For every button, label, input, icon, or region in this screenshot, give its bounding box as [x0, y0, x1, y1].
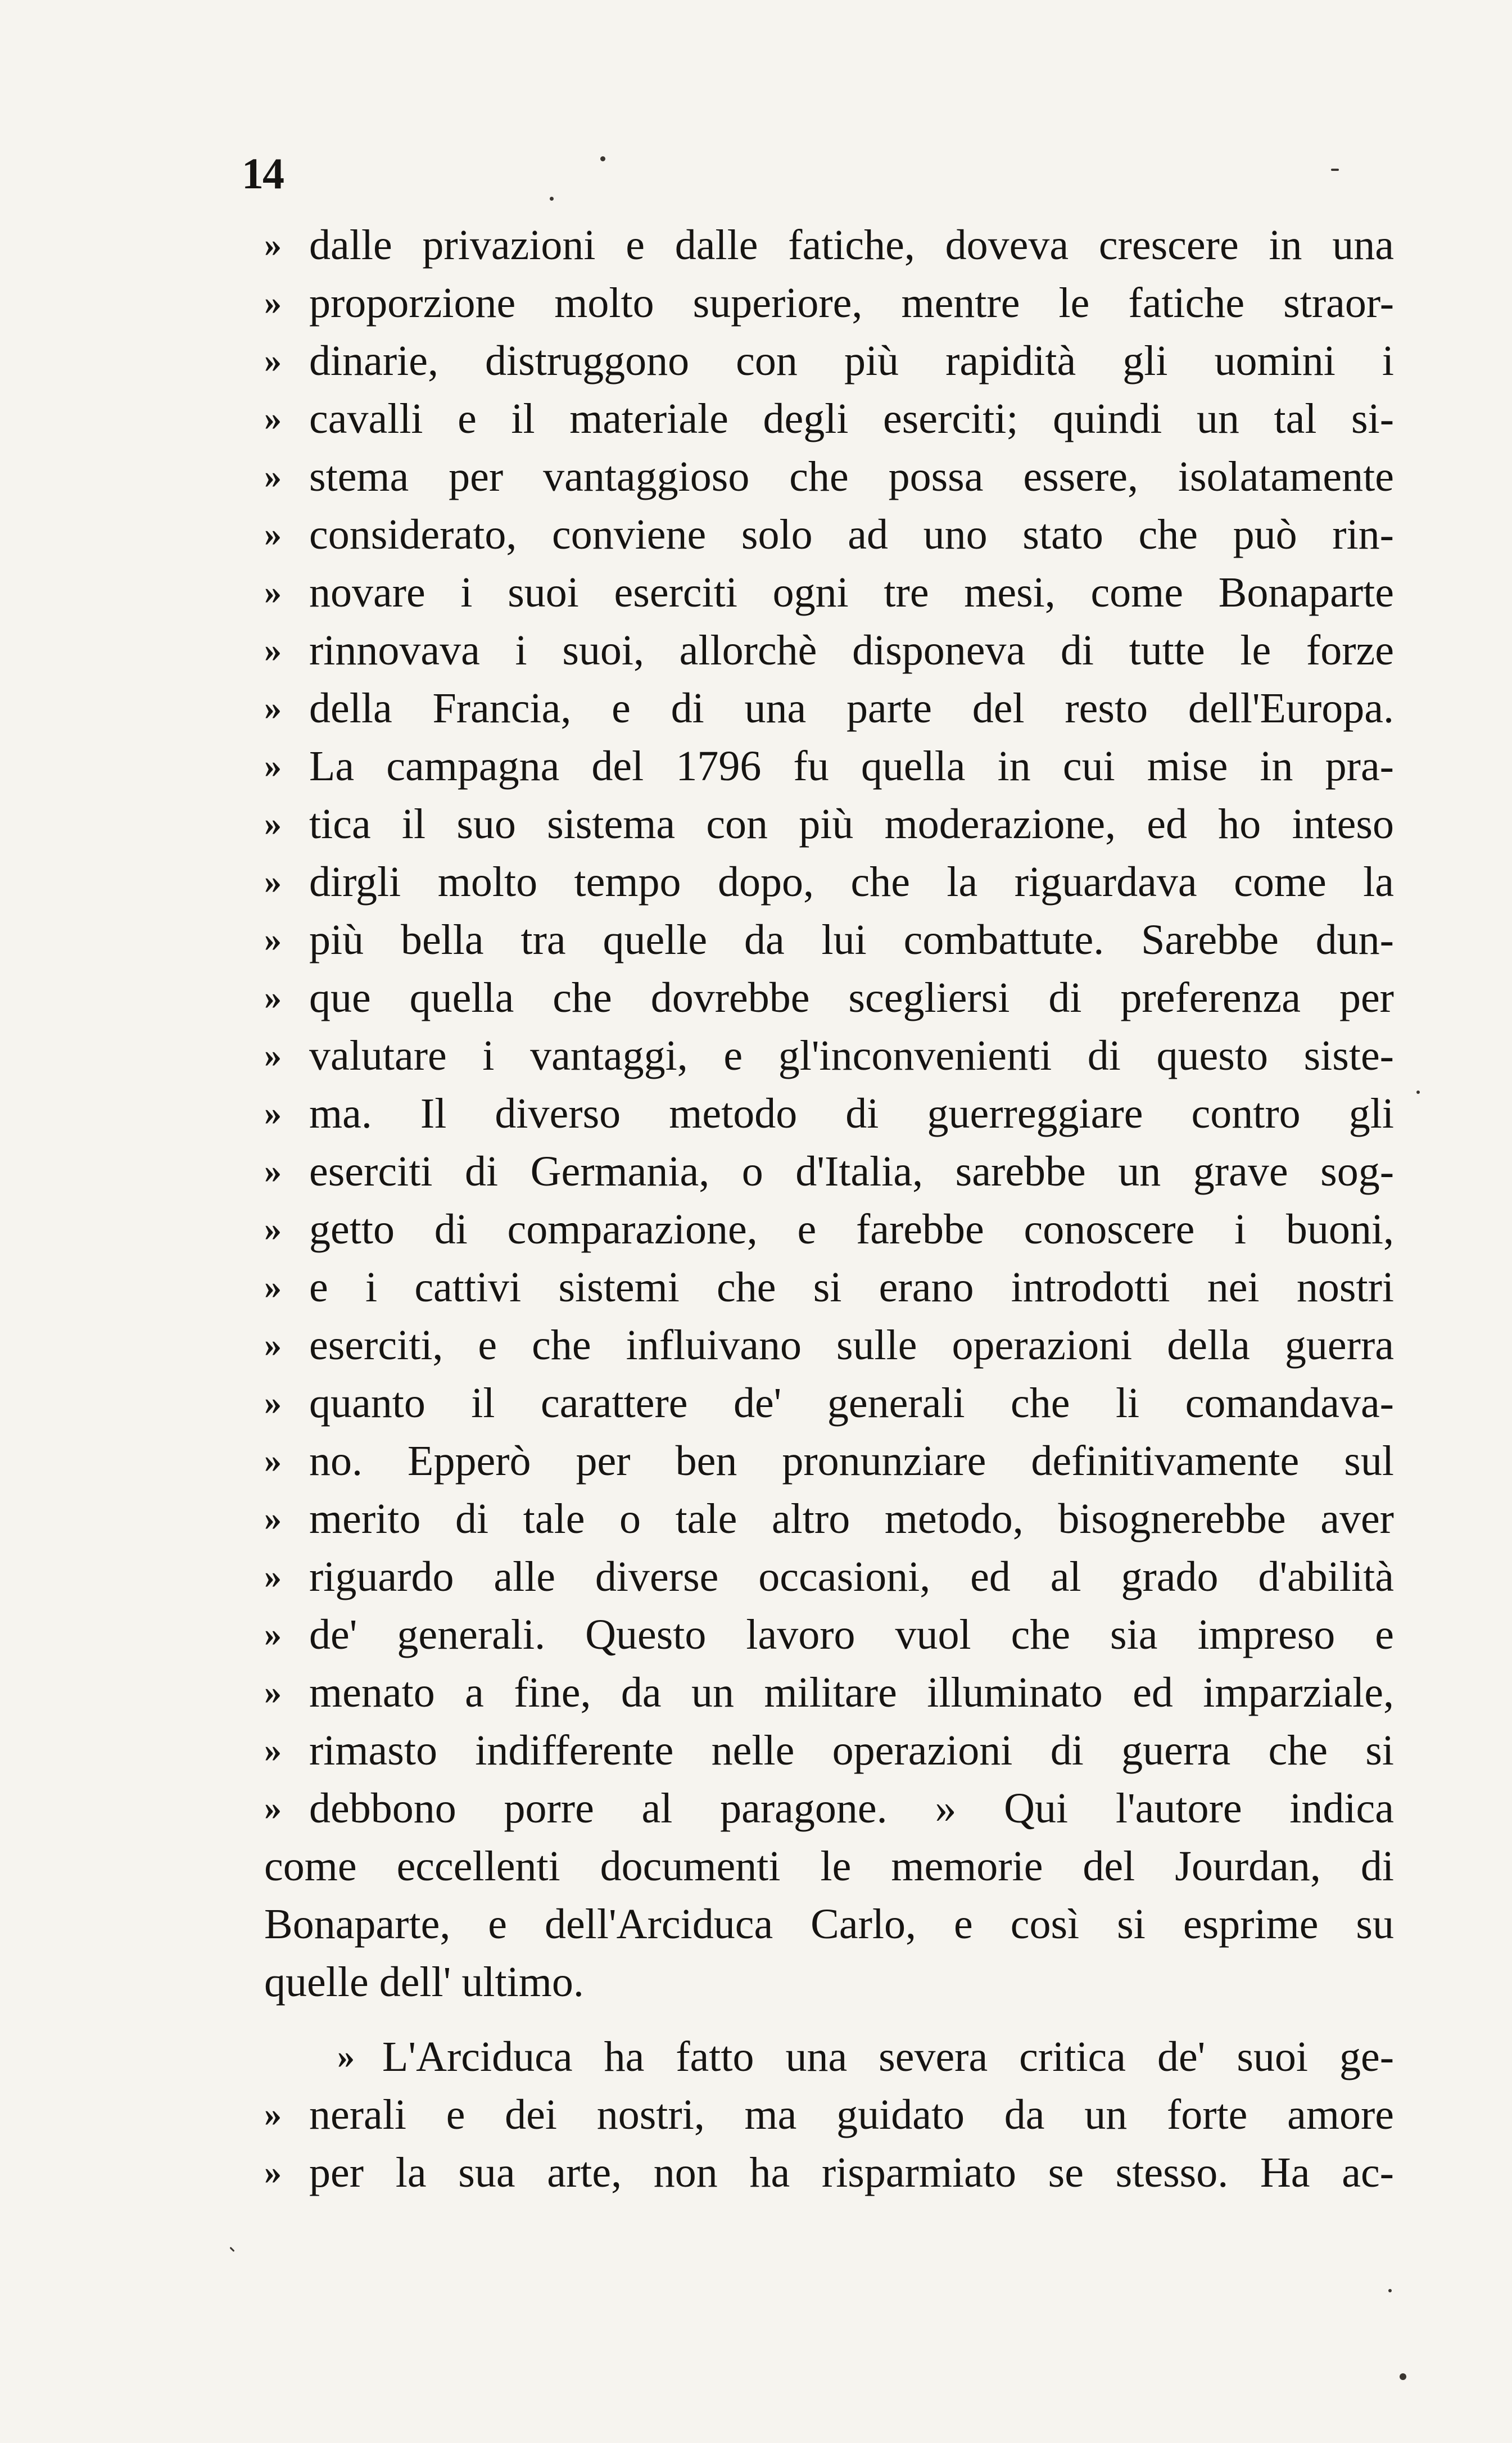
quote-mark: » — [337, 2038, 355, 2076]
quote-mark: » — [264, 1326, 282, 1364]
line-text: rimasto indifferente nelle operazioni di guerra che si — [309, 1727, 1394, 1774]
line-text: dirgli molto tempo dopo, che la riguardava come la — [309, 858, 1394, 906]
text-line — [264, 332, 1394, 390]
text-line — [264, 390, 1394, 448]
line-text: dinarie, distruggono con più rapidità gli uomini i — [309, 337, 1394, 384]
line-text: no. Epperò per ben pronunziare definitivamente sul — [309, 1437, 1394, 1485]
line-text: tica il suo sistema con più moderazione, ed ho inteso — [309, 800, 1394, 848]
quote-mark: » — [264, 226, 282, 264]
quote-mark: » — [264, 1731, 282, 1770]
text-line — [264, 738, 1394, 795]
line-text: nerali e dei nostri, ma guidato da un forte amore — [309, 2091, 1394, 2138]
quote-mark: » — [264, 2096, 282, 2134]
quote-mark: » — [264, 1152, 282, 1191]
text-line — [264, 274, 1394, 332]
quote-mark: » — [264, 515, 282, 554]
text-line — [264, 1548, 1394, 1606]
quote-mark: » — [264, 805, 282, 843]
quote-mark: » — [264, 1673, 282, 1712]
line-text: della Francia, e di una parte del resto dell'Europa. — [309, 685, 1394, 732]
quote-mark: » — [264, 979, 282, 1017]
quote-mark: » — [264, 458, 282, 496]
line-text: getto di comparazione, e farebbe conoscere i buoni, — [309, 1206, 1394, 1253]
scan-speck — [600, 156, 605, 161]
quote-mark: » — [264, 1210, 282, 1248]
line-text: ma. Il diverso metodo di guerreggiare contro gli — [309, 1090, 1394, 1137]
line-text: menato a fine, da un militare illuminato ed imparziale, — [309, 1669, 1394, 1716]
text-line — [264, 680, 1394, 738]
line-text: per la sua arte, non ha risparmiato se stesso. Ha ac- — [309, 2149, 1394, 2196]
line-text: eserciti, e che influivano sulle operazioni della guerra — [309, 1322, 1394, 1369]
quote-mark: » — [264, 747, 282, 785]
quote-mark: » — [264, 1500, 282, 1538]
line-text: considerato, conviene solo ad uno stato che può rin- — [309, 511, 1394, 558]
quote-mark: » — [264, 863, 282, 901]
text-line — [264, 448, 1394, 506]
text-line — [264, 1953, 1394, 2011]
line-text: valutare i vantaggi, e gl'inconvenienti di questo siste- — [309, 1032, 1394, 1079]
quote-mark: » — [264, 342, 282, 380]
line-text: debbono porre al paragone. » Qui l'autore indica — [309, 1785, 1394, 1832]
text-line — [264, 216, 1394, 274]
text-line — [264, 1838, 1394, 1895]
quote-mark: » — [264, 1268, 282, 1306]
line-text: que quella che dovrebbe scegliersi di preferenza per — [309, 974, 1394, 1021]
quote-mark: » — [264, 1616, 282, 1654]
line-text: cavalli e il materiale degli eserciti; quindi un tal si- — [309, 395, 1394, 442]
text-line — [264, 911, 1394, 969]
text-line — [264, 1143, 1394, 1201]
quote-mark: » — [264, 631, 282, 669]
line-text: eserciti di Germania, o d'Italia, sarebbe un grave sog- — [309, 1148, 1394, 1195]
line-text: merito di tale o tale altro metodo, bisognerebbe aver — [309, 1495, 1394, 1542]
line-text: proporzione molto superiore, mentre le fatiche straor- — [309, 279, 1394, 327]
scan-speck — [1416, 1091, 1420, 1094]
text-line — [264, 1027, 1394, 1085]
line-text: novare i suoi eserciti ogni tre mesi, come Bonaparte — [309, 569, 1394, 616]
line-text: L'Arciduca ha fatto una severa critica de' suoi ge- — [382, 2033, 1394, 2080]
line-text: stema per vantaggioso che possa essere, isolatamente — [309, 453, 1394, 500]
page-number: 14 — [242, 149, 283, 198]
scan-speck — [1331, 169, 1339, 171]
quote-mark: » — [264, 1037, 282, 1075]
line-text: come eccellenti documenti le memorie del Jourdan, di — [264, 1843, 1394, 1890]
text-line — [264, 1606, 1394, 1664]
quote-mark: » — [264, 689, 282, 727]
line-text: de' generali. Questo lavoro vuol che sia impreso e — [309, 1611, 1394, 1658]
quote-mark: » — [264, 1384, 282, 1422]
quote-mark: » — [264, 1558, 282, 1596]
quote-mark: » — [264, 284, 282, 322]
scan-speck — [1400, 2373, 1406, 2380]
text-line — [264, 622, 1394, 680]
line-text: più bella tra quelle da lui combattute. Sarebbe dun- — [309, 916, 1394, 963]
text-line — [264, 1201, 1394, 1259]
text-line — [264, 1085, 1394, 1143]
line-text: La campagna del 1796 fu quella in cui mise in pra- — [309, 743, 1394, 790]
text-line — [264, 795, 1394, 853]
quote-mark: » — [264, 1094, 282, 1133]
text-line — [264, 506, 1394, 564]
text-line — [264, 969, 1394, 1027]
text-line — [264, 1374, 1394, 1432]
quote-mark: » — [264, 573, 282, 612]
line-text: dalle privazioni e dalle fatiche, doveva crescere in una — [309, 221, 1394, 269]
text-line — [264, 853, 1394, 911]
body-text — [264, 216, 1394, 2202]
scan-speck — [229, 2247, 234, 2252]
text-line — [264, 1432, 1394, 1490]
quote-mark: » — [264, 1789, 282, 1827]
text-line — [264, 1316, 1394, 1374]
line-text: riguardo alle diverse occasioni, ed al grado d'abilità — [309, 1553, 1394, 1600]
line-text: e i cattivi sistemi che si erano introdotti nei nostri — [309, 1264, 1394, 1311]
text-line — [264, 1490, 1394, 1548]
text-line — [264, 2086, 1394, 2144]
quote-mark: » — [264, 400, 282, 438]
text-line — [264, 2028, 1394, 2086]
quote-mark: » — [264, 2154, 282, 2192]
quote-mark: » — [264, 921, 282, 959]
line-text: quelle dell' ultimo. — [264, 1958, 584, 2006]
text-line — [264, 1895, 1394, 1953]
text-line — [264, 2144, 1394, 2202]
text-line — [264, 1664, 1394, 1722]
quote-mark: » — [264, 1442, 282, 1480]
text-line — [264, 564, 1394, 622]
text-line — [264, 1780, 1394, 1838]
scan-speck — [550, 197, 554, 201]
line-text: quanto il carattere de' generali che li comandava- — [309, 1379, 1394, 1427]
line-text: rinnovava i suoi, allorchè disponeva di tutte le forze — [309, 627, 1394, 674]
text-line — [264, 1259, 1394, 1316]
line-text: Bonaparte, e dell'Arciduca Carlo, e così si esprime su — [264, 1901, 1394, 1948]
text-line — [264, 1722, 1394, 1780]
scan-speck — [1388, 2289, 1392, 2292]
